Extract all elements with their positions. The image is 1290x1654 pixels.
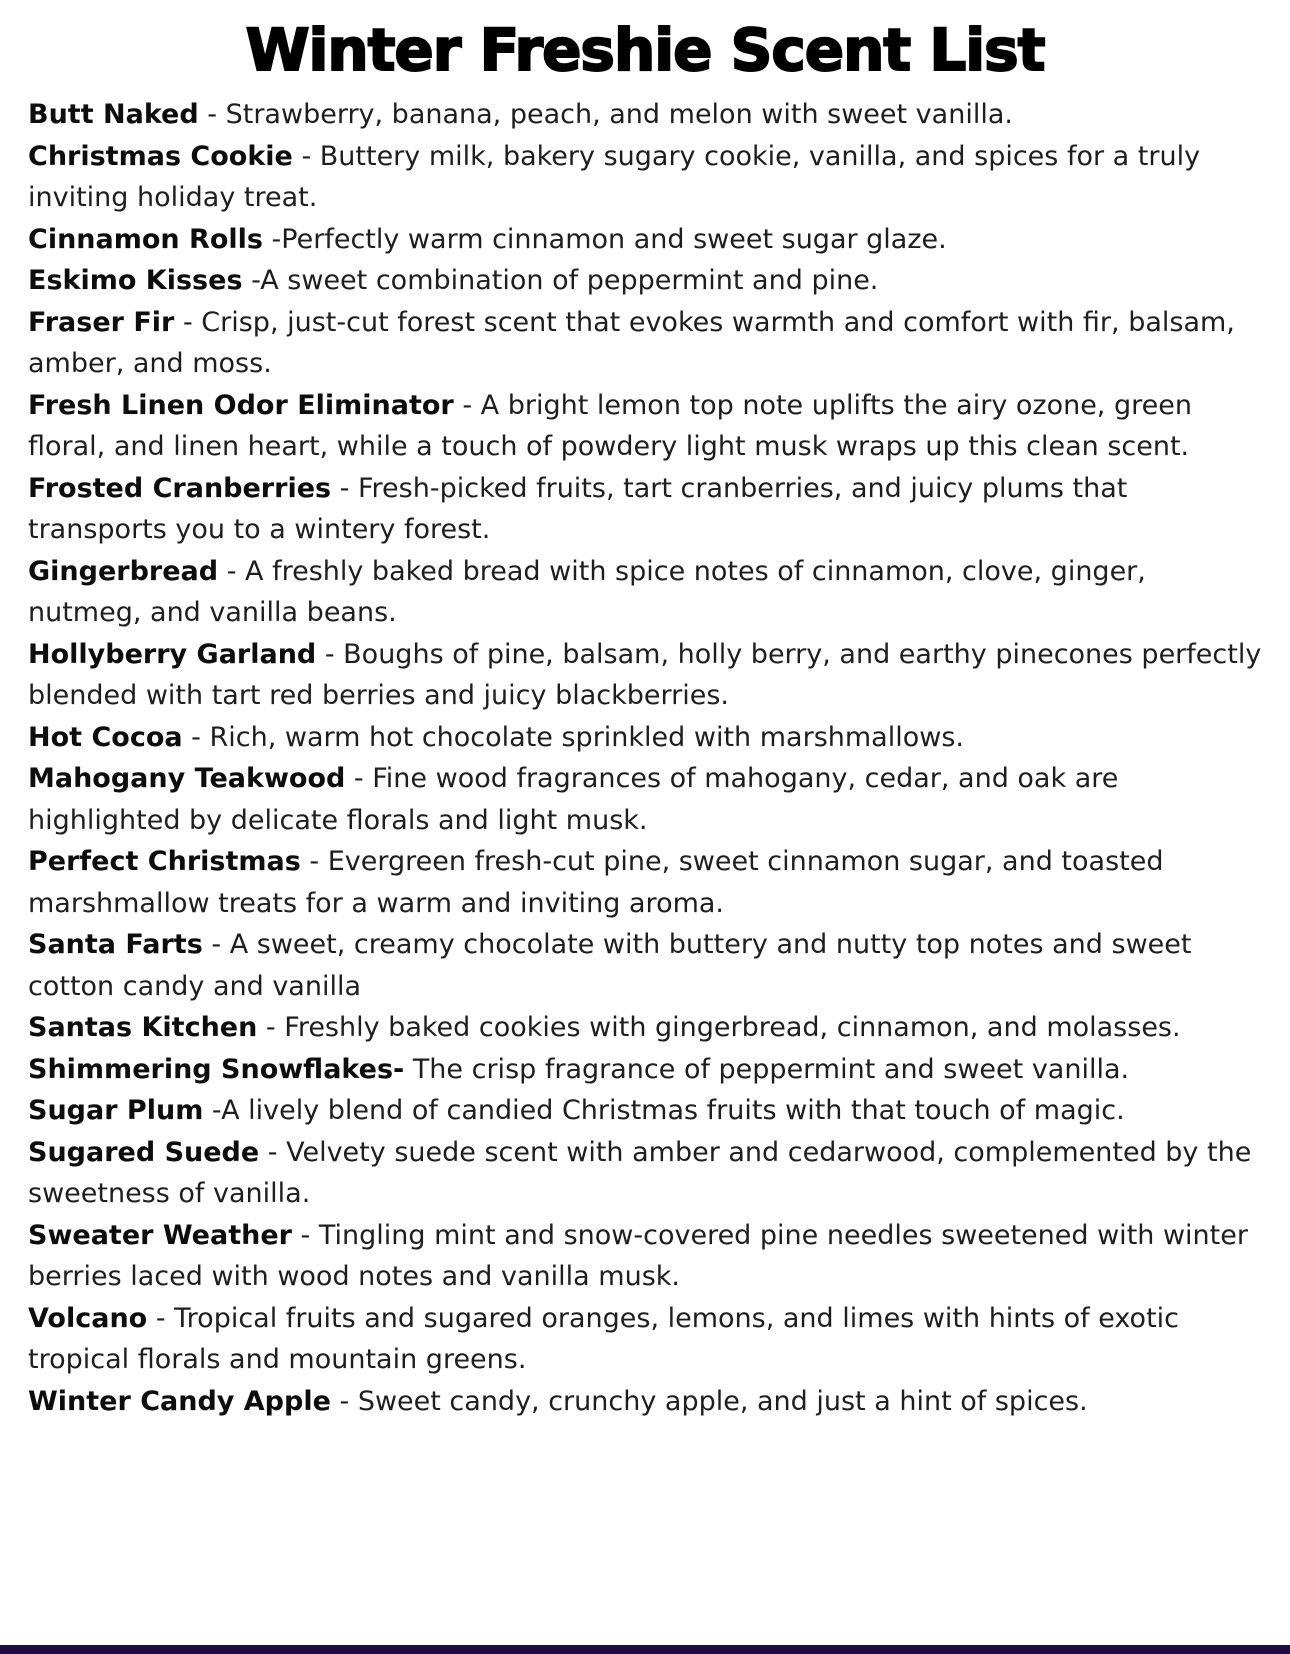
scent-name: Winter Candy Apple (28, 1385, 331, 1417)
scent-name: Sugared Suede (28, 1136, 260, 1168)
scent-description: - Evergreen fresh-cut pine, sweet cinnamon sugar, and toasted marshmallow treats for a warm and inviting aroma. (28, 846, 1164, 919)
scent-name: Santa Farts (28, 929, 203, 960)
scent-description: - A sweet, creamy chocolate with buttery and nutty top notes and sweet cotton candy and vanilla (28, 929, 1192, 1002)
scent-entry (28, 634, 1262, 717)
scent-entry (28, 551, 1262, 634)
scent-entry (28, 385, 1262, 468)
scent-entry (28, 302, 1262, 385)
scent-entry (28, 1007, 1262, 1049)
scent-entry (28, 1049, 1262, 1091)
scent-description: - Boughs of pine, balsam, holly berry, and earthy pinecones perfectly blended with tart red berries and juicy blackberries. (28, 638, 1262, 711)
scent-name: Christmas Cookie (28, 140, 293, 172)
scent-name: Hollyberry Garland (28, 638, 317, 670)
scent-description: -A lively blend of candied Christmas fruits with that touch of magic. (203, 1095, 1125, 1126)
scent-description: - Fresh-picked fruits, tart cranberries, and juicy plums that transports you to a wintery forest. (28, 472, 1128, 545)
scent-entry (28, 260, 1262, 302)
scent-name: Sugar Plum (28, 1095, 204, 1126)
scent-name: Hot Cocoa (28, 721, 183, 753)
scent-name: Cinnamon Rolls (28, 223, 263, 255)
scent-name: Perfect Christmas (28, 846, 301, 877)
scent-description: - A freshly baked bread with spice notes of cinnamon, clove, ginger, nutmeg, and vanilla beans. (28, 555, 1146, 628)
scent-description: - Sweet candy, crunchy apple, and just a hint of spices. (330, 1385, 1088, 1417)
scent-name: Eskimo Kisses (28, 265, 243, 296)
scent-entry (28, 924, 1262, 1007)
scent-entry (28, 1215, 1262, 1298)
scent-description: - Rich, warm hot chocolate sprinkled with marshmallows. (182, 721, 964, 753)
scent-description: The crisp fragrance of peppermint and sweet vanilla. (404, 1053, 1130, 1085)
scent-entry (28, 758, 1262, 841)
scent-list-page (0, 14, 1290, 1654)
scent-description: - Buttery milk, bakery sugary cookie, vanilla, and spices for a truly inviting holiday treat. (28, 140, 1201, 213)
scent-description: - A bright lemon top note uplifts the airy ozone, green floral, and linen heart, while a touch of powdery light musk wraps up this clean scent. (28, 389, 1192, 462)
scent-name: Fresh Linen Odor Eliminator (28, 389, 454, 421)
scent-entry (28, 1298, 1262, 1381)
scent-description: -A sweet combination of peppermint and pine. (242, 265, 879, 296)
scent-description: - Freshly baked cookies with gingerbread, cinnamon, and molasses. (257, 1012, 1181, 1043)
scent-description: -Perfectly warm cinnamon and sweet sugar glaze. (262, 223, 947, 255)
scent-name: Fraser Fir (28, 306, 175, 338)
scent-entry (28, 136, 1262, 219)
scent-name: Shimmering Snowflakes- (28, 1053, 405, 1085)
scent-entry (28, 219, 1262, 261)
scent-description: - Velvety suede scent with amber and cedarwood, complemented by the sweetness of vanilla. (28, 1136, 1252, 1209)
bottom-bar (0, 1645, 1290, 1654)
scent-entry (28, 841, 1262, 924)
scent-description: - Tropical fruits and sugared oranges, lemons, and limes with hints of exotic tropical florals and mountain greens. (28, 1302, 1179, 1375)
scent-description: - Fine wood fragrances of mahogany, cedar, and oak are highlighted by delicate florals and light musk. (28, 763, 1119, 836)
scent-entry (28, 94, 1262, 136)
scent-name: Sweater Weather (28, 1219, 292, 1251)
scent-description: - Crisp, just-cut forest scent that evokes warmth and comfort with fir, balsam, amber, and moss. (28, 306, 1235, 379)
scent-entry (28, 1090, 1262, 1132)
page-title: Winter Freshie Scent List (245, 16, 1045, 84)
scent-name: Butt Naked (28, 99, 199, 130)
scent-description: - Tingling mint and snow-covered pine needles sweetened with winter berries laced with wood notes and vanilla musk. (28, 1219, 1248, 1292)
scent-description: - Strawberry, banana, peach, and melon with sweet vanilla. (198, 99, 1013, 130)
scent-entry (28, 717, 1262, 759)
scent-entry (28, 1132, 1262, 1215)
scent-name: Santas Kitchen (28, 1012, 258, 1043)
scent-list (0, 94, 1290, 1422)
scent-entry (28, 468, 1262, 551)
scent-name: Mahogany Teakwood (28, 763, 346, 794)
scent-name: Volcano (28, 1302, 148, 1334)
scent-entry (28, 1381, 1262, 1423)
scent-name: Gingerbread (28, 555, 219, 587)
scent-name: Frosted Cranberries (28, 472, 332, 504)
